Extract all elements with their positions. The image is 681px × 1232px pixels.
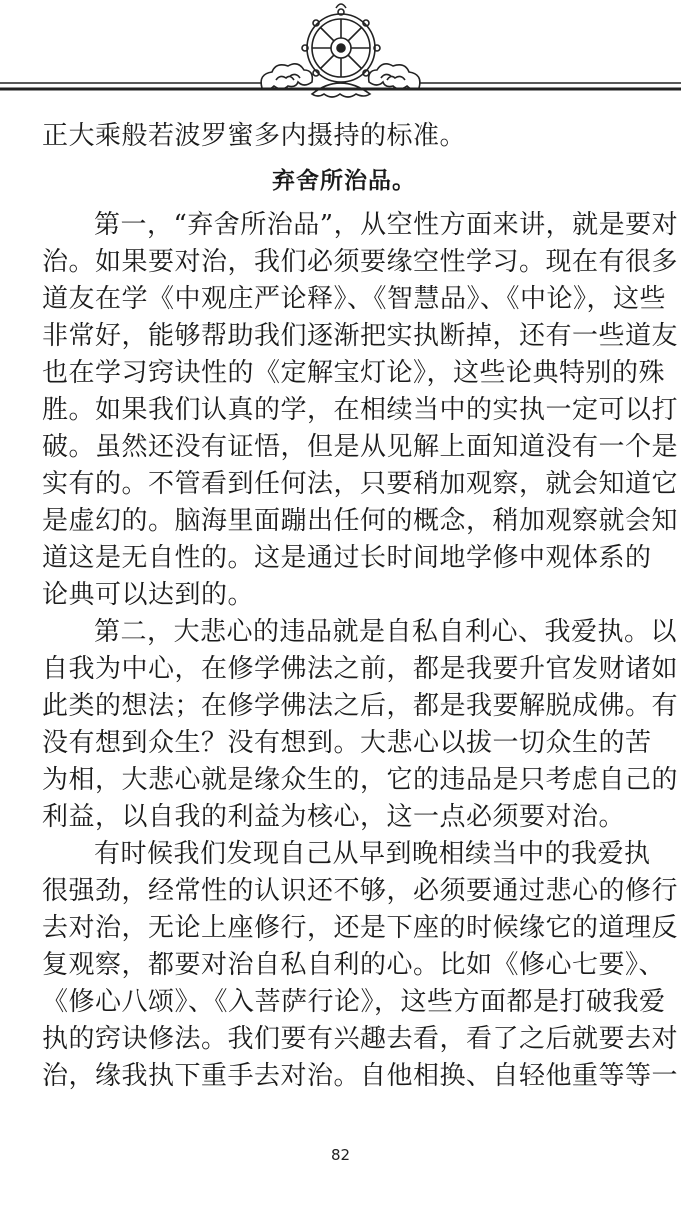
text-line: 此类的想法；在修学佛法之后，都是我要解脱成佛。有 <box>42 691 679 721</box>
paragraph-3 <box>42 836 679 1095</box>
text-line: 自我为中心，在修学佛法之前，都是我要升官发财诸如 <box>42 654 679 684</box>
text-line: 破。虽然还没有证悟，但是从见解上面知道没有一个是 <box>42 432 679 462</box>
page-body <box>42 118 679 1095</box>
text-line: 治，缘我执下重手去对治。自他相换、自轻他重等等一 <box>42 1061 679 1091</box>
text-line: 非常好，能够帮助我们逐渐把实执断掉，还有一些道友 <box>42 321 679 351</box>
text-line: 第二，大悲心的违品就是自私自利心、我爱执。以 <box>94 617 678 647</box>
text-line: 《修心八颂》、《入菩萨行论》，这些方面都是打破我爱 <box>42 987 666 1017</box>
text-line: 执的窍诀修法。我们要有兴趣去看，看了之后就要去对 <box>42 1024 679 1054</box>
text-line: 很强劲，经常性的认识还不够，必须要通过悲心的修行 <box>42 876 679 906</box>
text-line: 有时候我们发现自己从早到晚相续当中的我爱执 <box>94 839 651 869</box>
text-line: 第一，“弃舍所治品”，从空性方面来讲，就是要对 <box>94 210 679 240</box>
text-line: 治。如果要对治，我们必须要缘空性学习。现在有很多 <box>42 247 679 277</box>
paragraph-1 <box>42 207 679 614</box>
text-line: 道友在学《中观庄严论释》、《智慧品》、《中论》，这些 <box>42 284 667 314</box>
text-line: 去对治，无论上座修行，还是下座的时候缘它的道理反 <box>42 913 679 943</box>
text-line: 实有的。不管看到任何法，只要稍加观察，就会知道它 <box>42 469 679 499</box>
text-line: 利益，以自我的利益为核心，这一点必须要对治。 <box>42 802 626 832</box>
text-line: 为相，大悲心就是缘众生的，它的违品是只考虑自己的 <box>42 765 679 795</box>
dharma-wheel-ornament-icon <box>0 0 681 110</box>
text-line: 胜。如果我们认真的学，在相续当中的实执一定可以打 <box>42 395 679 425</box>
text-line: 道这是无自性的。这是通过长时间地学修中观体系的 <box>42 543 652 573</box>
paragraph-2 <box>42 614 679 836</box>
page-number: 82 <box>330 1146 351 1164</box>
section-heading: 弃舍所治品。 <box>272 168 416 194</box>
text-line: 正大乘般若波罗蜜多内摄持的标准。 <box>42 121 467 151</box>
text-line: 没有想到众生？没有想到。大悲心以拔一切众生的苦 <box>42 728 652 758</box>
text-line: 论典可以达到的。 <box>42 580 255 610</box>
text-line: 是虚幻的。脑海里面蹦出任何的概念，稍加观察就会知 <box>42 506 679 536</box>
text-line: 复观察，都要对治自私自利的心。比如《修心七要》、 <box>42 950 666 980</box>
text-line: 也在学习窍诀性的《定解宝灯论》，这些论典特别的殊 <box>42 358 666 388</box>
